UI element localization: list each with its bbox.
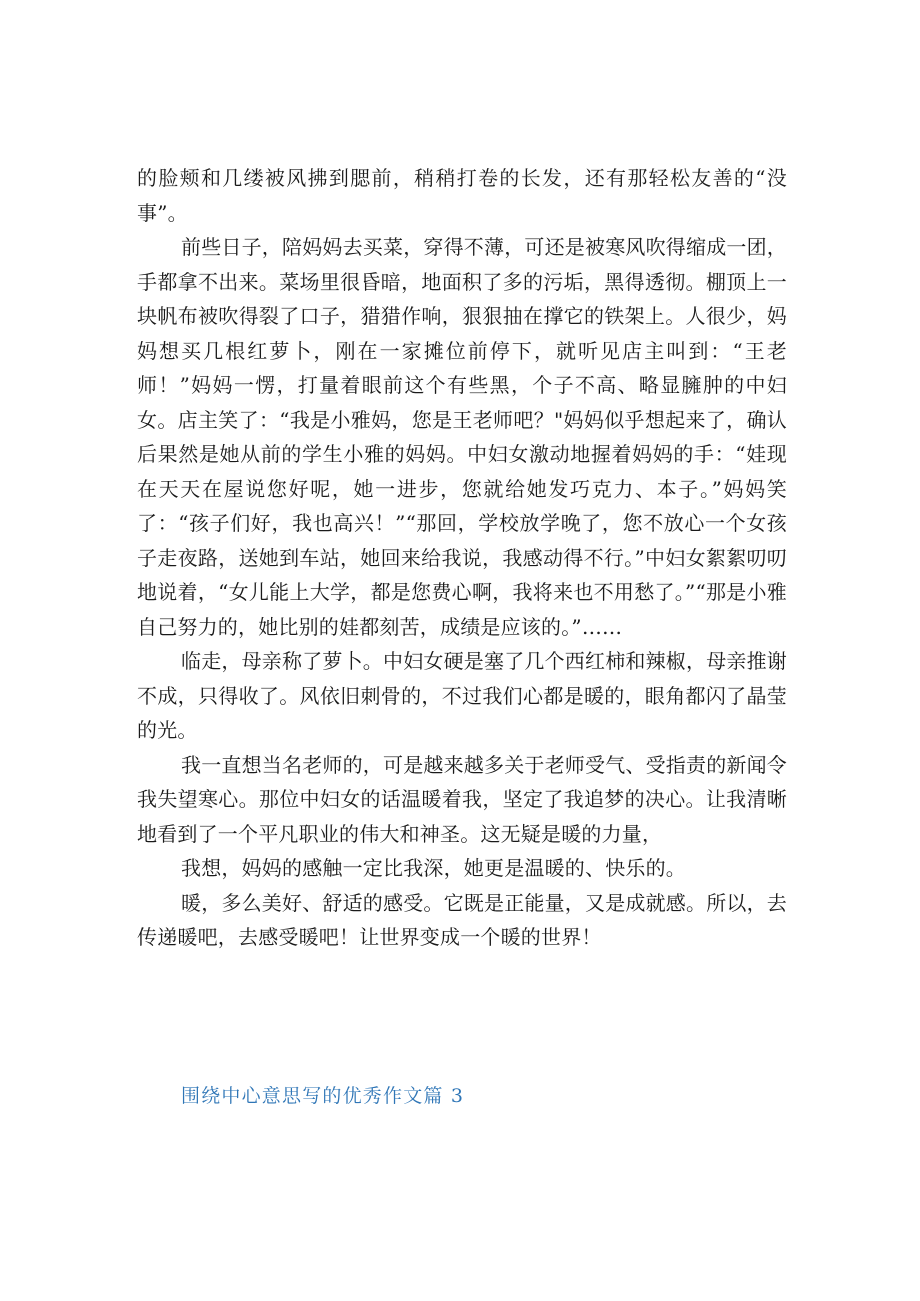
section-heading: 围绕中心意思写的优秀作文篇 3 bbox=[181, 1085, 465, 1107]
paragraph-1: 的脸颊和几缕被风拂到腮前，稍稍打卷的长发，还有那轻松友善的“没事”。 bbox=[137, 166, 787, 225]
paragraph-3: 临走，母亲称了萝卜。中妇女硬是塞了几个西红柿和辣椒，母亲推谢不成，只得收了。风依旧刺骨的，不过我们心都是暖的，眼角都闪了晶莹的光。 bbox=[137, 649, 787, 742]
paragraph-4: 我一直想当名老师的，可是越来越多关于老师受气、受指责的新闻令我失望寒心。那位中妇女的话温暖着我，坚定了我追梦的决心。让我清晰地看到了一个平凡职业的伟大和神圣。这无疑是暖的力量， bbox=[137, 752, 787, 846]
paragraph-5: 我想，妈妈的感触一定比我深，她更是温暖的、快乐的。 bbox=[181, 856, 686, 880]
paragraph-6: 暖，多么美好、舒适的感受。它既是正能量，又是成就感。所以，去传递暖吧，去感受暖吧！让世界变成一个暖的世界！ bbox=[137, 890, 787, 949]
paragraph-2: 前些日子，陪妈妈去买菜，穿得不薄，可还是被寒风吹得缩成一团，手都拿不出来。菜场里很昏暗，地面积了多的污垢，黑得透彻。棚顶上一块帆布被吹得裂了口子，猎猎作响，狠狠抽在撑它的铁架上。人很少，妈妈想买几根红萝卜，刚在一家摊位前停下，就听见店主叫到：“王老师！”妈妈一愣，打量着眼前这个有些黑，个子不高、略显臃肿的中妇女。店主笑了：“我是小雅妈，您是王老师吧？"妈妈似乎想起来了，确认后果然是她从前的学生小雅的妈妈。中妇女激动地握着妈妈的手：“娃现在天天在屋说您好呢，她一进步，您就给她发巧克力、本子。”妈妈笑了：“孩子们好，我也高兴！”“那回，学校放学晚了，您不放心一个女孩子走夜路，送她到车站，她回来给我说，我感动得不行。”中妇女絮絮叨叨地说着，“女儿能上大学，都是您费心啊，我将来也不用愁了。”“那是小雅自己努力的，她比别的娃都刻苦，成绩是应该的。”…… bbox=[137, 235, 787, 639]
essay-body bbox=[137, 161, 787, 955]
